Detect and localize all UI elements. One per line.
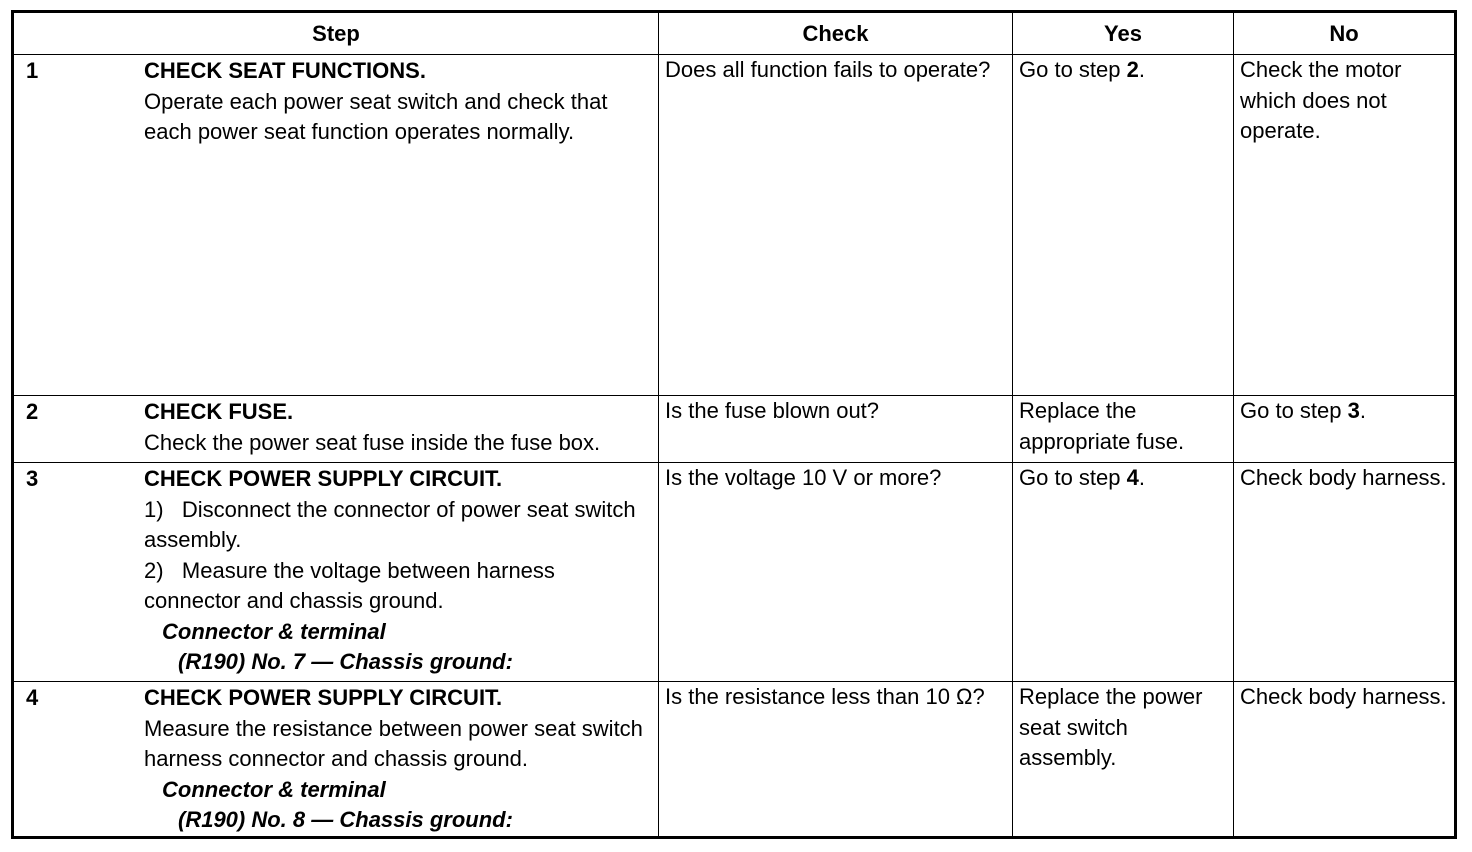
step-title: CHECK FUSE.	[144, 399, 294, 424]
header-check: Check	[659, 12, 1013, 55]
connector-terminal: (R190) No. 8 — Chassis ground:	[178, 807, 513, 832]
header-yes: Yes	[1013, 12, 1234, 55]
step-title: CHECK SEAT FUNCTIONS.	[144, 58, 426, 83]
step-cell	[13, 463, 659, 682]
step-instruction: Check the power seat fuse inside the fuse box.	[144, 429, 601, 455]
table-row	[13, 682, 1456, 838]
yes-suffix: .	[1138, 57, 1145, 82]
yes-suffix: .	[1138, 465, 1145, 490]
no-text: Go to step	[1240, 398, 1348, 423]
no-step-link: 3	[1347, 398, 1360, 423]
yes-cell	[1013, 463, 1234, 682]
yes-text: Go to step	[1019, 465, 1127, 490]
yes-text: Go to step	[1019, 57, 1127, 82]
diagnostic-procedure-table	[11, 10, 1457, 839]
no-cell	[1234, 396, 1456, 463]
header-no: No	[1234, 12, 1456, 55]
step-cell	[13, 396, 659, 463]
step-number: 2	[26, 399, 39, 424]
check-cell: Is the voltage 10 V or more?	[659, 463, 1013, 682]
yes-step-link: 4	[1126, 465, 1139, 490]
step-number: 4	[26, 685, 39, 710]
yes-cell	[1013, 55, 1234, 396]
step-substep: 2) Measure the voltage between harness connector and chassis ground.	[144, 557, 555, 613]
step-instruction: Operate each power seat switch and check that each power seat function operates normally.	[144, 88, 608, 144]
connector-label: Connector & terminal	[162, 618, 386, 644]
table-row	[13, 396, 1456, 463]
table-row	[13, 55, 1456, 396]
connector-label: Connector & terminal	[162, 776, 386, 802]
yes-step-link: 2	[1126, 57, 1139, 82]
no-suffix: .	[1359, 398, 1366, 423]
table-row	[13, 463, 1456, 682]
step-cell	[13, 682, 659, 838]
table-header-row	[13, 12, 1456, 55]
step-body	[144, 397, 652, 458]
check-cell: Is the resistance less than 10 Ω?	[659, 682, 1013, 838]
step-body	[144, 683, 652, 836]
step-title: CHECK POWER SUPPLY CIRCUIT.	[144, 466, 503, 491]
header-step: Step	[13, 12, 659, 55]
step-cell	[13, 55, 659, 396]
step-number: 3	[26, 466, 39, 491]
step-body	[144, 56, 652, 148]
check-cell: Does all function fails to operate?	[659, 55, 1013, 396]
check-cell: Is the fuse blown out?	[659, 396, 1013, 463]
step-instruction: Measure the resistance between power seat switch harness connector and chassis ground.	[144, 715, 643, 771]
yes-cell: Replace the appropriate fuse.	[1013, 396, 1234, 463]
step-number: 1	[26, 58, 39, 83]
no-cell: Check the motor which does not operate.	[1234, 55, 1456, 396]
step-title: CHECK POWER SUPPLY CIRCUIT.	[144, 685, 503, 710]
no-cell: Check body harness.	[1234, 682, 1456, 838]
step-substep: 1) Disconnect the connector of power seat switch assembly.	[144, 496, 636, 552]
connector-terminal: (R190) No. 7 — Chassis ground:	[178, 649, 513, 674]
yes-cell: Replace the power seat switch assembly.	[1013, 682, 1234, 838]
step-body	[144, 464, 652, 678]
no-cell: Check body harness.	[1234, 463, 1456, 682]
